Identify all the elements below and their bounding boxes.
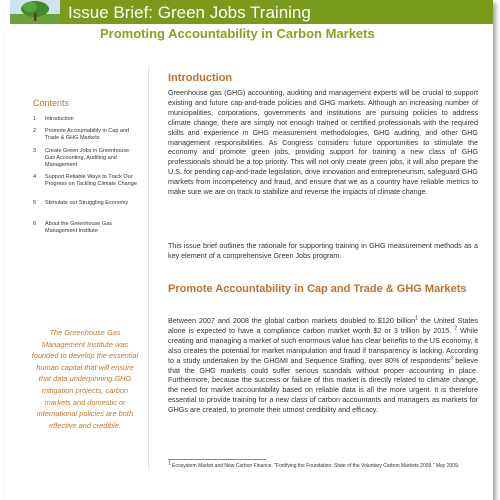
document-subtitle: Promoting Accountability in Carbon Markets	[100, 26, 375, 41]
footnote-number: 1	[168, 460, 171, 467]
pull-quote: The Greenhouse Gas Management Institute was founded to develop the essential human capital that will ensure that data underpinning GHG mitigation projects, carbon markets and domestic or international policies are both effective and credible.	[31, 328, 139, 430]
toc-label: About the Greenhouse Gas Management Institute	[45, 221, 112, 234]
toc-number: 5	[33, 200, 37, 206]
contents-title: Contents	[33, 98, 70, 108]
toc-number: 2	[33, 128, 37, 134]
toc-item-introduction[interactable]	[33, 116, 138, 123]
footnote	[168, 460, 478, 470]
introduction-paragraph-2: This issue brief outlines the rationale for supporting training in GHG measurement methods as a key element of a comprehensive Green Jobs program.	[168, 241, 478, 260]
toc-number: 1	[33, 116, 37, 122]
paragraph-text: believe that the GHG markets could suffer serious scandals without proper accounting in place. Furthermore, because the success or failure of this market is directly related to climate change, the need for market accountability based on reliable data is all the more urgent. It is therefore essential to provide training for a new class of carbon accountants and managers as markets for GHGs are created, to promote their utmost credibility and efficacy.	[168, 355, 478, 415]
toc-item-about-ghgmi[interactable]	[33, 221, 138, 235]
toc-item-promote-accountability[interactable]	[33, 128, 138, 142]
document-page	[4, 0, 493, 500]
toc-item-create-green-jobs[interactable]	[33, 148, 138, 169]
introduction-heading: Introduction	[168, 72, 233, 84]
toc-number: 4	[33, 174, 37, 180]
paragraph-text: While creating and managing a market of such enormous value has clear benefits to the US economy, it also creates the potential for market manipulation and fraud if transparency is lacking. According to a study undertaken by the GHGMI and Sequence Staffing, over 80% of respondents	[168, 325, 478, 365]
footnote-rule	[168, 459, 266, 460]
toc-label: Stimulate our Struggling Economy	[45, 200, 129, 206]
tree-photo	[10, 0, 60, 24]
footnote-text: Ecosystem Market and New Carbon Finance. "Fortifying the Foundation: State of the Voluntary Carbon Markets 2009." May 2009.	[170, 463, 460, 469]
issue-title: Issue Brief: Green Jobs Training	[68, 3, 311, 22]
toc-label: Introduction	[45, 116, 74, 122]
footnote-ref-2[interactable]: 2	[454, 325, 457, 332]
column-divider	[148, 66, 149, 470]
footnote-ref-3[interactable]: 3	[449, 355, 453, 362]
toc-number: 3	[33, 148, 37, 154]
toc-label: Promote Accountability in Cap and Trade & GHG Markets	[45, 128, 130, 141]
paragraph-text: Between 2007 and 2008 the global carbon markets doubled to $120 billion	[168, 316, 416, 325]
paragraph-text: the United States alone is expected to have a compliance carbon market worth $2 or 3 trillion by 2015.	[168, 316, 478, 335]
toc-number: 6	[33, 221, 37, 227]
promote-accountability-heading: Promote Accountability in Cap and Trade & GHG Markets	[168, 283, 467, 295]
toc-item-stimulate-economy[interactable]	[33, 200, 138, 207]
toc-label: Create Green Jobs in Greenhouse Gas Accounting, Auditing and Management	[45, 148, 130, 168]
promote-accountability-paragraph	[168, 316, 478, 415]
introduction-paragraph-1: Greenhouse gas (GHG) accounting, auditing and management experts will be crucial to support existing and future cap-and-trade policies and GHG markets. Although an increasing number of municipalities, corporations, governments and institutions are pursuing policies to address climate change, there are simply not enough trained or certified professionals with the required skills and experience in GHG measurement methodologies, GHG auditing, and other GHG management responsibilities. As Congress considers future opportunities to stimulate the economy and promote green jobs, providing support for training a new class of GHG professionals should be a top priority. This will not only create green jobs, it will also prepare the U.S. for pending cap-and-trade legislation, drive innovation and entrepreneurism, safeguard GHG markets from incompetency and fraud, and ensure that we as a country have reliable metrics to make sure we are on track to stabilize and reverse the impacts of climate change.	[168, 88, 478, 197]
footnote-ref-1[interactable]: 1	[415, 315, 418, 322]
toc-label: Support Reliable Ways to Track Our Progress on Tackling Climate Change	[45, 174, 137, 187]
toc-item-support-reliable-ways[interactable]	[33, 174, 138, 188]
tree-icon	[10, 0, 60, 24]
